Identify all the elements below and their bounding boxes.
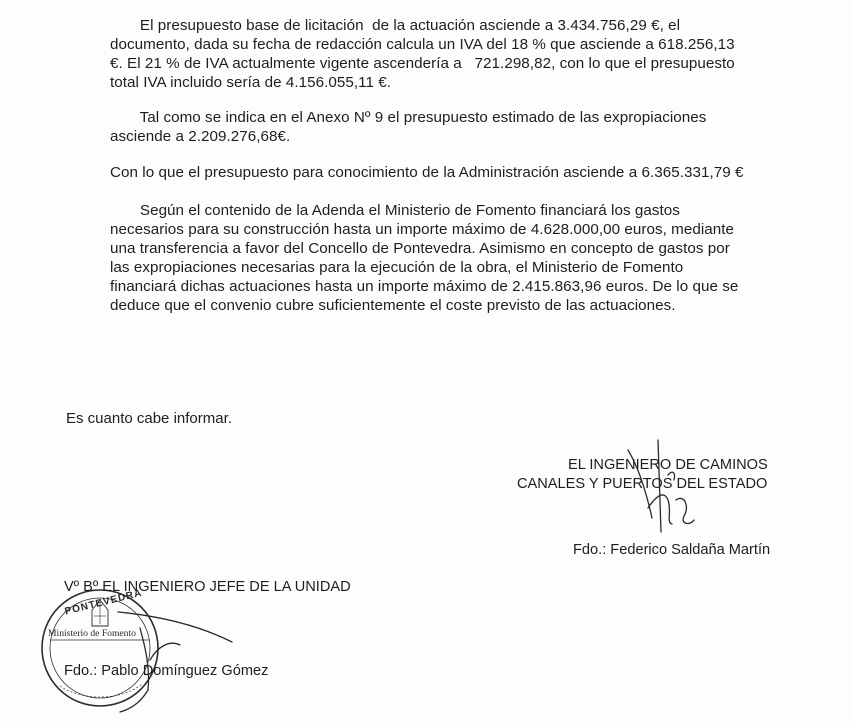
chief-signature-scribble bbox=[118, 612, 232, 712]
paragraph-line: Según el contenido de la Adenda el Ministerio de Fomento financiará los gastos bbox=[110, 202, 680, 219]
paragraph-line: €. El 21 % de IVA actualmente vigente ascendería a 721.298,82, con lo que el presupuesto bbox=[110, 55, 735, 72]
chief-signed-by: Fdo.: Pablo Domínguez Gómez bbox=[64, 663, 269, 679]
stamp-top-text: PONTEVEDRA bbox=[63, 587, 144, 618]
paragraph-line: total IVA incluido sería de 4.156.055,11 €. bbox=[110, 74, 392, 91]
engineer-signed-by: Fdo.: Federico Saldaña Martín bbox=[573, 542, 771, 558]
chief-title: Vº Bº EL INGENIERO JEFE DE LA UNIDAD bbox=[64, 579, 351, 595]
paragraph-line: financiará dichas actuaciones hasta un importe máximo de 2.415.863,96 euros. De lo que se bbox=[110, 278, 739, 295]
paragraph-line: documento, dada su fecha de redacción calcula un IVA del 18 % que asciende a 618.256,13 bbox=[110, 36, 735, 53]
engineer-title-line1: EL INGENIERO DE CAMINOS bbox=[568, 457, 768, 473]
paragraph-line: necesarios para su construcción hasta un importe máximo de 4.628.000,00 euros, mediante bbox=[110, 221, 735, 238]
engineer-title-line2: CANALES Y PUERTOS DEL ESTADO bbox=[517, 476, 768, 492]
paragraph-line: deduce que el convenio cubre suficientemente el coste previsto de las actuaciones. bbox=[110, 297, 676, 314]
paragraph-line: El presupuesto base de licitación de la actuación asciende a 3.434.756,29 €, el bbox=[110, 17, 681, 34]
closing-text: Es cuanto cabe informar. bbox=[66, 410, 232, 427]
paragraph-line: Tal como se indica en el Anexo Nº 9 el presupuesto estimado de las expropiaciones bbox=[110, 109, 707, 126]
paragraph-line: una transferencia a favor del Concello de Pontevedra. Asimismo en concepto de gastos por bbox=[110, 240, 730, 257]
paragraph-line: Con lo que el presupuesto para conocimiento de la Administración asciende a 6.365.331,79 € bbox=[110, 164, 744, 181]
paragraph-line: asciende a 2.209.276,68€. bbox=[110, 128, 291, 145]
stamp-center-text: Ministerio de Fomento bbox=[48, 628, 136, 639]
paragraph-line: las expropiaciones necesarias para la ejecución de la obra, el Ministerio de Fomento bbox=[110, 259, 684, 276]
